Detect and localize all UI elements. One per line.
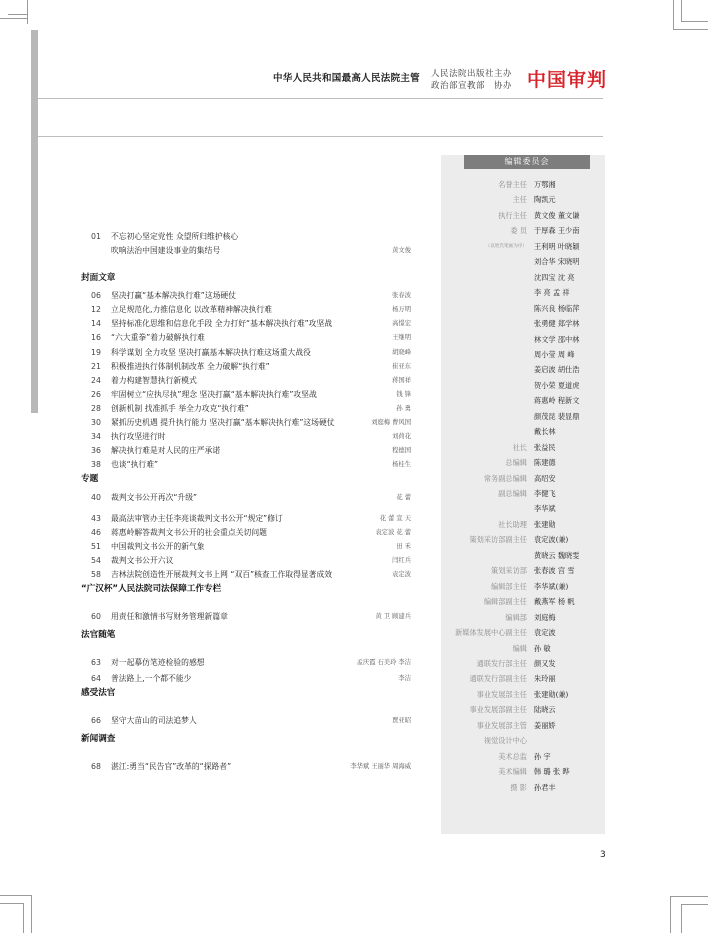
board-role: 事业发展部主任 bbox=[476, 689, 527, 699]
board-role: 视觉设计中心 bbox=[483, 736, 527, 746]
toc-page-number: 01 bbox=[91, 232, 101, 241]
toc-entry[interactable] bbox=[91, 388, 411, 401]
board-row bbox=[441, 472, 605, 485]
board-row bbox=[441, 502, 605, 515]
toc-title: 坚决打赢“基本解决执行难”这场硬仗 bbox=[111, 291, 237, 300]
toc-title: 用责任和激情书写财务管理新篇章 bbox=[111, 612, 228, 621]
crop-mark bbox=[8, 14, 28, 15]
board-member-names: 李华斌 bbox=[534, 504, 556, 514]
toc-page-number: 28 bbox=[91, 404, 101, 413]
board-row bbox=[441, 363, 605, 376]
toc-entry[interactable] bbox=[91, 402, 411, 415]
board-row bbox=[441, 425, 605, 438]
board-member-names: 贺小荣 夏道虎 bbox=[534, 380, 580, 390]
header-rule bbox=[38, 98, 603, 99]
board-member-names: 黄晓云 魏晓雯 bbox=[534, 550, 580, 560]
toc-author: 袁定波 bbox=[392, 571, 411, 578]
toc-page-number: 58 bbox=[91, 570, 101, 579]
toc-entry[interactable] bbox=[91, 416, 411, 429]
toc-entry[interactable] bbox=[91, 512, 411, 525]
toc-entry[interactable] bbox=[91, 491, 411, 504]
toc-title: 解决执行难是对人民的庄严承诺 bbox=[111, 446, 221, 455]
board-member-names: 沈四宝 沈 亮 bbox=[534, 272, 575, 282]
board-member-names: 张勇健 郑学林 bbox=[534, 319, 580, 328]
board-member-names: 黄文俊 董文谦 bbox=[534, 210, 580, 220]
board-row bbox=[441, 626, 605, 639]
toc-author: 孟庆霞 石美玲 李洁 bbox=[356, 659, 411, 666]
toc-title: 裁判文书公开六议 bbox=[111, 556, 174, 565]
crop-mark bbox=[681, 904, 682, 933]
magazine-logo: 中国审判 bbox=[527, 69, 608, 91]
board-member-names: 刘合华 宋晓明 bbox=[534, 257, 580, 267]
toc-author: 蒋国祥 bbox=[392, 377, 411, 384]
board-role: 美术编辑 bbox=[498, 767, 527, 777]
board-row bbox=[441, 317, 605, 330]
toc-entry[interactable] bbox=[91, 458, 411, 471]
toc-title: “六大重拳”着力破解执行难 bbox=[111, 333, 205, 342]
toc-page-number: 38 bbox=[91, 460, 101, 469]
toc-author: 贾亚昭 bbox=[392, 717, 411, 724]
board-row bbox=[441, 487, 605, 500]
toc-title: 紧抓历史机遇 提升执行能力 坚决打赢“基本解决执行难”这场硬仗 bbox=[111, 418, 335, 427]
toc-title: 科学谋划 全力攻坚 坚决打赢基本解决执行难这场重大战役 bbox=[111, 348, 311, 357]
toc-page-number: 12 bbox=[91, 305, 101, 314]
board-row bbox=[441, 240, 605, 253]
toc-entry[interactable] bbox=[91, 289, 411, 302]
board-member-names: 戴燕军 杨 帆 bbox=[534, 597, 575, 607]
board-role: 副总编辑 bbox=[498, 489, 527, 498]
toc-page-number: 40 bbox=[91, 493, 101, 502]
board-member-names: 刘庭梅 bbox=[534, 612, 556, 622]
toc-section-heading: 封面文章 bbox=[81, 273, 116, 283]
board-row bbox=[441, 750, 605, 763]
toc-entry[interactable] bbox=[91, 317, 411, 330]
board-row bbox=[441, 781, 605, 794]
board-row bbox=[441, 672, 605, 685]
toc-author: 黄 卫 顾建兵 bbox=[375, 613, 411, 620]
crop-mark bbox=[673, 0, 674, 30]
toc-title: 创新机制 找准抓手 举全力攻克“执行难” bbox=[111, 404, 249, 413]
board-member-names: 张春波 宫 雪 bbox=[534, 566, 575, 576]
toc-page-number: 64 bbox=[91, 674, 101, 683]
crop-mark bbox=[670, 896, 708, 897]
board-member-names: 袁定波 bbox=[534, 628, 556, 637]
board-member-names: 孙 敏 bbox=[534, 643, 551, 653]
board-row bbox=[441, 333, 605, 346]
board-role: 编辑部 bbox=[505, 612, 527, 622]
authority-label: 中华人民共和国最高人民法院主管 bbox=[272, 73, 420, 84]
toc-section-heading: 专题 bbox=[81, 474, 99, 484]
toc-entry[interactable] bbox=[91, 360, 411, 373]
board-role: 美术总监 bbox=[498, 751, 527, 761]
board-role: 摄 影 bbox=[510, 782, 527, 792]
toc-entry[interactable] bbox=[91, 230, 411, 243]
toc-title: 积极推进执行体制机制改革 全力破解“执行难” bbox=[111, 362, 270, 371]
board-row bbox=[441, 765, 605, 778]
board-role: 编辑 bbox=[512, 643, 527, 653]
board-role: 委 员 bbox=[510, 226, 527, 236]
board-role: 社长助理 bbox=[498, 519, 527, 529]
toc-title: 牢固树立“应执尽执”理念 坚决打赢“基本解决执行难”攻坚战 bbox=[111, 390, 317, 399]
board-member-names: 戴长林 bbox=[534, 427, 556, 437]
board-row bbox=[441, 456, 605, 469]
toc-page-number: 19 bbox=[91, 348, 101, 357]
header-rule bbox=[38, 136, 603, 137]
toc-title: 湛江:勇当“民告官”改革的“探路者” bbox=[111, 762, 232, 771]
board-row bbox=[441, 209, 605, 222]
toc-page-number: 21 bbox=[91, 362, 101, 371]
board-role: 主任 bbox=[512, 195, 527, 205]
toc-title: 立足规范化,力推信息化 以改革精神解决执行难 bbox=[111, 305, 272, 314]
crop-mark bbox=[31, 895, 32, 933]
board-row bbox=[441, 410, 605, 423]
crop-mark bbox=[23, 903, 24, 933]
toc-author: 张春波 bbox=[392, 292, 411, 299]
editorial-board-title: 编辑委员会 bbox=[464, 155, 590, 169]
crop-mark bbox=[673, 29, 708, 30]
toc-page-number: 66 bbox=[91, 716, 101, 725]
publisher-line: 人民法院出版社主办 bbox=[431, 69, 513, 79]
crop-mark bbox=[0, 903, 24, 904]
board-member-names: 颜茂昆 裴显鼎 bbox=[534, 411, 580, 421]
toc-entry[interactable] bbox=[91, 760, 411, 773]
crop-mark bbox=[681, 21, 708, 22]
toc-author: 黄文俊 bbox=[392, 247, 411, 254]
board-member-names: 李健飞 bbox=[534, 489, 556, 498]
board-row bbox=[441, 441, 605, 454]
toc-title: 裁判文书公开再次“升级” bbox=[111, 493, 198, 502]
crop-mark bbox=[670, 896, 671, 933]
toc-page-number: 54 bbox=[91, 556, 101, 565]
toc-entry[interactable] bbox=[91, 331, 411, 344]
board-member-names: 陶凯元 bbox=[534, 195, 556, 205]
toc-page-number: 63 bbox=[91, 658, 101, 667]
toc-title: 不忘初心坚定党性 众望所归维护核心 bbox=[111, 232, 239, 241]
publisher-line: 政治部宣教部 协办 bbox=[431, 81, 513, 91]
toc-author: 杨万明 bbox=[392, 306, 411, 313]
board-member-names: 张建勋(兼) bbox=[534, 689, 569, 699]
board-row bbox=[441, 255, 605, 268]
board-row bbox=[441, 533, 605, 546]
toc-section-heading: 新闻调查 bbox=[81, 734, 116, 744]
toc-author: 胡晓峰 bbox=[392, 349, 411, 356]
crop-mark bbox=[681, 904, 708, 905]
board-role: 名誉主任 bbox=[498, 180, 527, 189]
toc-entry[interactable] bbox=[91, 374, 411, 387]
board-member-names: 朱玲丽 bbox=[534, 674, 556, 684]
board-member-names: 张益民 bbox=[534, 442, 556, 452]
toc-author: 崔亚东 bbox=[392, 363, 411, 370]
board-member-names: 张建勋 bbox=[534, 519, 556, 529]
board-row bbox=[441, 734, 605, 747]
board-row bbox=[441, 611, 605, 624]
board-role: 总编辑 bbox=[505, 458, 527, 468]
board-member-names: 于厚森 王少南 bbox=[534, 226, 580, 236]
board-row bbox=[441, 348, 605, 361]
board-role: 通联发行部副主任 bbox=[469, 674, 527, 684]
toc-page-number: 16 bbox=[91, 333, 101, 342]
toc-page-number: 68 bbox=[91, 762, 101, 771]
board-member-names: 孙君丰 bbox=[534, 782, 556, 792]
toc-entry[interactable] bbox=[91, 244, 411, 257]
board-row bbox=[441, 379, 605, 392]
toc-author: 程德国 bbox=[392, 447, 411, 454]
toc-entry[interactable] bbox=[91, 526, 411, 539]
toc-title: 对一起摹仿笔迹检验的感想 bbox=[111, 658, 205, 667]
toc-author: 刘荷花 bbox=[392, 433, 411, 440]
toc-page-number: 06 bbox=[91, 291, 101, 300]
toc-entry[interactable] bbox=[91, 656, 411, 669]
board-role: 事业发展部主管 bbox=[476, 720, 527, 730]
board-row bbox=[441, 271, 605, 284]
board-row bbox=[441, 518, 605, 531]
board-row bbox=[441, 286, 605, 299]
page-number: 3 bbox=[600, 850, 606, 860]
board-member-names: 李华斌(兼) bbox=[534, 581, 569, 591]
board-row bbox=[441, 549, 605, 562]
board-row bbox=[441, 719, 605, 732]
toc-page-number: 60 bbox=[91, 612, 101, 621]
board-row bbox=[441, 703, 605, 716]
crop-mark bbox=[27, 0, 28, 24]
board-role: 常务副总编辑 bbox=[483, 473, 527, 483]
toc-entry[interactable] bbox=[91, 303, 411, 316]
toc-page-number: 34 bbox=[91, 432, 101, 441]
toc-title: 中国裁判文书公开的新气象 bbox=[111, 542, 205, 551]
board-member-names: 王利明 叶晓颖 bbox=[534, 241, 580, 251]
toc-author: 杨桂生 bbox=[392, 461, 411, 468]
board-role: 新媒体发展中心副主任 bbox=[455, 628, 527, 637]
toc-title: 着力构建智慧执行新模式 bbox=[111, 376, 197, 385]
toc-author: 李华斌 王丽华 周海威 bbox=[350, 763, 411, 770]
board-row bbox=[441, 178, 605, 191]
board-member-names: 李 亮 孟 祥 bbox=[534, 288, 570, 298]
board-row bbox=[441, 302, 605, 315]
toc-entry[interactable] bbox=[91, 714, 411, 727]
toc-entry[interactable] bbox=[91, 430, 411, 443]
toc-entry[interactable] bbox=[91, 444, 411, 457]
toc-title: 普法路上,一个都不能少 bbox=[111, 674, 192, 683]
board-row bbox=[441, 688, 605, 701]
toc-author: 王继明 bbox=[392, 334, 411, 341]
toc-page-number: 14 bbox=[91, 319, 101, 328]
board-role: 策划采访部副主任 bbox=[469, 535, 527, 545]
toc-author: 袁定波 花 蕾 bbox=[375, 529, 411, 536]
toc-page-number: 36 bbox=[91, 446, 101, 455]
toc-author: 高憬宏 bbox=[392, 320, 411, 327]
board-note: （以姓氏笔画为序） bbox=[485, 243, 527, 249]
toc-title: 执行攻坚进行时 bbox=[111, 432, 166, 441]
board-role: 编辑部主任 bbox=[491, 581, 527, 591]
board-member-names: 陆晓云 bbox=[534, 705, 556, 715]
board-member-names: 陈兴良 杨临萍 bbox=[534, 303, 580, 313]
toc-author: 孙 勇 bbox=[396, 405, 411, 412]
toc-section-heading: 法官随笔 bbox=[81, 630, 116, 640]
board-row bbox=[441, 193, 605, 206]
board-row bbox=[441, 394, 605, 407]
board-member-names: 韩 璐 张 晔 bbox=[534, 767, 570, 777]
toc-title: 也谈“执行难” bbox=[111, 460, 159, 469]
board-role: 社长 bbox=[512, 442, 527, 452]
toc-entry[interactable] bbox=[91, 554, 411, 567]
board-member-names: 蒋惠岭 程新文 bbox=[534, 396, 580, 406]
board-member-names: 颜又发 bbox=[534, 659, 556, 668]
board-role: 通联发行部主任 bbox=[476, 659, 527, 668]
board-role: 事业发展部副主任 bbox=[469, 705, 527, 715]
toc-author: 闫红兵 bbox=[392, 557, 411, 564]
board-member-names: 万鄂湘 bbox=[534, 180, 556, 189]
board-row bbox=[441, 564, 605, 577]
page-spine-bar bbox=[31, 30, 38, 413]
toc-author: 花 蕾 bbox=[396, 494, 411, 501]
toc-title: 坚持标准化思维和信息化手段 全力打好“基本解决执行难”攻坚战 bbox=[111, 319, 333, 328]
board-member-names: 林文学 邵中林 bbox=[534, 334, 580, 344]
crop-mark bbox=[0, 895, 32, 896]
board-role: 策划采访部 bbox=[491, 566, 527, 576]
board-member-names: 高绍安 bbox=[534, 473, 556, 483]
toc-author: 钱 锋 bbox=[396, 391, 411, 398]
toc-entry[interactable] bbox=[91, 672, 411, 685]
toc-entry[interactable] bbox=[91, 540, 411, 553]
board-role: 执行主任 bbox=[498, 210, 527, 220]
toc-page-number: 24 bbox=[91, 376, 101, 385]
board-row bbox=[441, 224, 605, 237]
toc-page-number: 30 bbox=[91, 418, 101, 427]
board-row bbox=[441, 657, 605, 670]
toc-author: 田 禾 bbox=[396, 543, 411, 550]
toc-title: 最高法审管办主任李亮谈裁判文书公开“规定”修订 bbox=[111, 514, 283, 523]
crop-mark bbox=[0, 18, 28, 19]
board-row bbox=[441, 595, 605, 608]
toc-title: 蒋惠岭解答裁判文书公开的社会重点关切问题 bbox=[111, 528, 267, 537]
toc-section-heading: “广汉杯”人民法院司法保障工作专栏 bbox=[81, 584, 222, 594]
board-member-names: 袁定波(兼) bbox=[534, 535, 569, 545]
toc-author: 刘庭梅 曹风国 bbox=[371, 419, 411, 426]
toc-entry[interactable] bbox=[91, 346, 411, 359]
toc-title: 坚守大苗山的司法追梦人 bbox=[111, 716, 197, 725]
board-member-names: 周小莹 周 峰 bbox=[534, 349, 575, 359]
toc-title: 吹响法治中国建设事业的集结号 bbox=[111, 246, 221, 255]
toc-section-heading: 感受法官 bbox=[81, 688, 116, 698]
board-member-names: 孙 宇 bbox=[534, 751, 551, 761]
toc-page-number: 46 bbox=[91, 528, 101, 537]
board-member-names: 陈建德 bbox=[534, 458, 556, 468]
board-member-names: 姜启波 胡仕浩 bbox=[534, 365, 580, 375]
toc-entry[interactable] bbox=[91, 568, 411, 581]
toc-title: 吉林法院创造性开展裁判文书上网 “双百”核查工作取得显著成效 bbox=[111, 570, 333, 579]
toc-page-number: 51 bbox=[91, 542, 101, 551]
board-role: 编辑部副主任 bbox=[483, 597, 527, 607]
crop-mark bbox=[681, 0, 682, 22]
toc-author: 花 蕾 宣 天 bbox=[379, 515, 411, 522]
toc-page-number: 43 bbox=[91, 514, 101, 523]
board-member-names: 姜丽娇 bbox=[534, 720, 556, 730]
toc-entry[interactable] bbox=[91, 610, 411, 623]
board-row bbox=[441, 642, 605, 655]
board-row bbox=[441, 580, 605, 593]
toc-author: 李洁 bbox=[398, 675, 411, 682]
toc-page-number: 26 bbox=[91, 390, 101, 399]
